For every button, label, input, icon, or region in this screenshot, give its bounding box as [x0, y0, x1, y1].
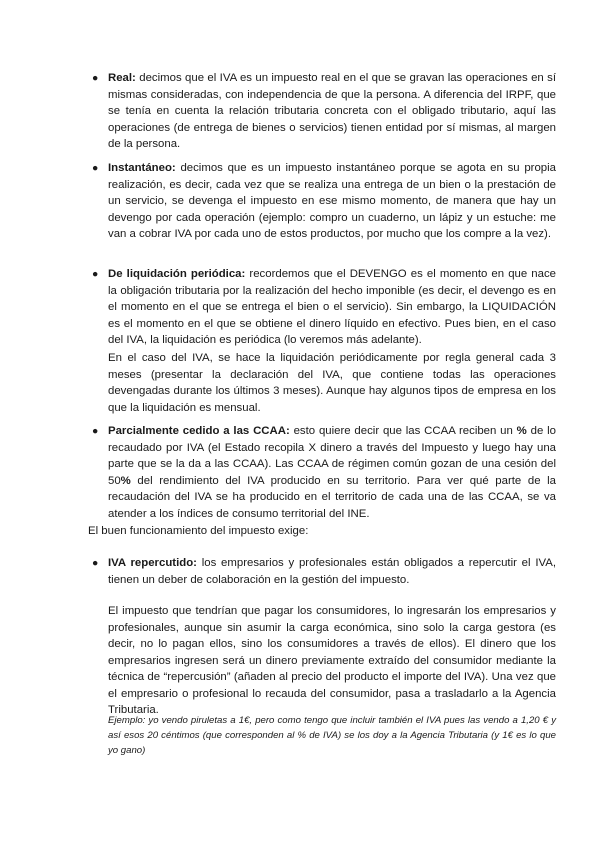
- term-cedido: Parcialmente cedido a las CCAA:: [108, 425, 290, 437]
- text-instantaneo: decimos que es un impuesto instantáneo porque se agota en su propia realización, es decir, cada vez que se realiza una entrega de un bien o la prestación de un servicio, se devenga el impuesto en ese mismo momento, de manera que hay un devengo por cada operación (ejemplo: compro un cuaderno, un lápiz y un estuche: me van a cobrar IVA por cada uno de estos productos, por mucho que los compre a la vez).: [108, 162, 556, 240]
- bullet-icon: ●: [92, 557, 99, 569]
- text-liquidacion: recordemos que el DEVENGO es el momento en que nace la obligación tributaria por la realización del hecho imponible (es decir, el devengo es en el momento en el que se entrega el bien o el servicio). Sin embargo, la LIQUIDACIÓN es el momento en el que se obtiene el dinero líquido en efectivo. Pues bien, en el caso del IVA, la liquidación es periódica (lo veremos más adelante).: [108, 268, 556, 346]
- list-item-iva-repercutido: [92, 555, 556, 588]
- text-cedido-c: del rendimiento del IVA producido en su territorio. Para ver qué parte de la recaudación del IVA se ha producido en el territorio de cada una de las CCAA, se va atender a los índices de consumo territorial del INE.: [108, 474, 556, 520]
- paragraph-iva-extra: El impuesto que tendrían que pagar los consumidores, lo ingresarán los empresarios y profesionales, aunque sin asumir la carga económica, sino solo la carga gestora (es decir, no lo pagan ellos, sino los consumidores a través de ellos). El dinero que los empresarios ingresen será un dinero previamente extraído del consumidor mediante la técnica de “repercusión” (añaden al precio del producto el importe del IVA). Una vez que el empresario o profesional lo recauda del consumidor, pasa a trasladarlo a la Agencia Tributaria.: [108, 605, 556, 716]
- list-item-cedido: [92, 423, 556, 522]
- list-item-real: [92, 70, 556, 153]
- list-item-liquidacion: [92, 266, 556, 349]
- term-real: Real:: [108, 72, 136, 84]
- term-iva-repercutido: IVA repercutido:: [108, 557, 197, 569]
- paragraph-liquidacion-extra: En el caso del IVA, se hace la liquidación periódicamente por regla general cada 3 meses (presentar la declaración del IVA, que contiene todas las operaciones devengadas durante los últimos 3 meses). Aunque hay algunos tipos de empresa en los que la liquidación es mensual.: [108, 352, 556, 414]
- bullet-icon: ●: [92, 268, 99, 280]
- percent-sign: %: [516, 425, 527, 437]
- bullet-icon: ●: [92, 162, 99, 174]
- bullet-icon: ●: [92, 72, 99, 84]
- text-cedido-a: esto quiere decir que las CCAA reciben un: [289, 425, 517, 437]
- term-liquidacion: De liquidación periódica:: [108, 268, 246, 280]
- intro-text: El buen funcionamiento del impuesto exige:: [88, 525, 309, 537]
- percent-sign: %: [120, 474, 131, 487]
- example-text: Ejemplo: yo vendo piruletas a 1€, pero como tengo que incluir también el IVA pues las vendo a 1,20 € y así esos 20 céntimos (que corresponden al % de IVA) se los doy a la Agencia Tributaria (y 1€ es lo que yo gano): [108, 715, 556, 756]
- term-instantaneo: Instantáneo:: [108, 162, 176, 174]
- list-item-instantaneo: [92, 160, 556, 243]
- text-real: decimos que el IVA es un impuesto real en el que se gravan las operaciones en sí mismas consideradas, con independencia de que la persona. A diferencia del IRPF, que se tenía en cuenta la relación tributaria concreta con el obligado tributario, aquí las operaciones (de entrega de bienes o servicios) tienen entidad por sí mismas, al margen de la persona.: [108, 72, 556, 150]
- text-cedido-b: de lo recaudado por IVA (el Estado recopila X dinero a través del Impuesto y luego hay una parte que se la da a las CCAA). Las CCAA de régimen común gozan de una cesión del 50: [108, 425, 556, 487]
- bullet-icon: ●: [92, 425, 99, 437]
- text-iva-repercutido: los empresarios y profesionales están obligados a repercutir el IVA, tienen un deber de colaboración en la gestión del impuesto.: [108, 557, 556, 586]
